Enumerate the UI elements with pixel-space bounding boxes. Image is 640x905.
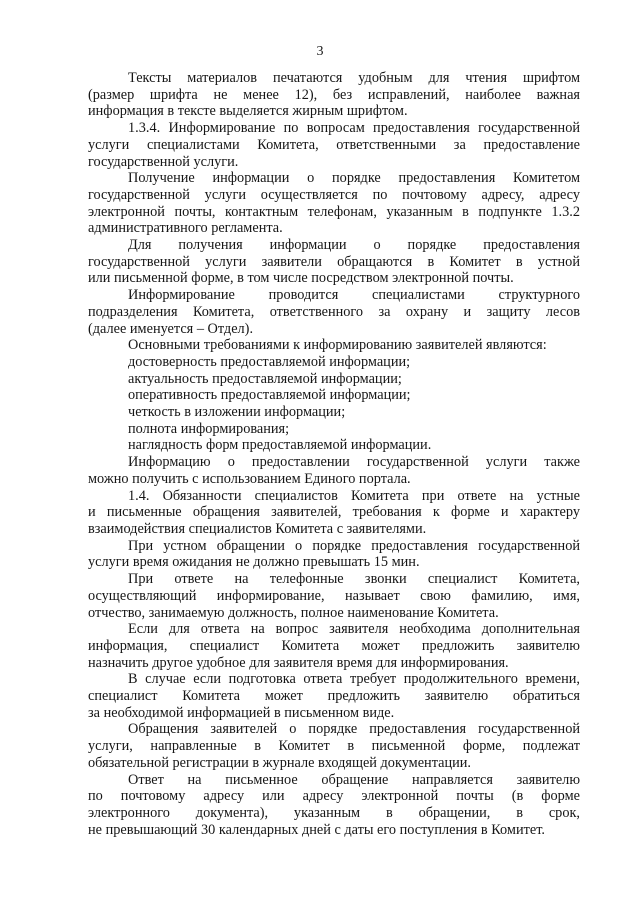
text-line: Если для ответа на вопрос заявителя необходима дополнительная — [128, 621, 580, 638]
text-line: Информирование проводится специалистами структурного — [128, 287, 580, 304]
text-line: четкость в изложении информации; — [128, 404, 346, 421]
text-line: отчество, занимаемую должность, полное наименование Комитета. — [88, 604, 499, 621]
text-line: 1.4. Обязанности специалистов Комитета при ответе на устные — [128, 487, 580, 504]
text-line: осуществляющий информирование, называет свою фамилию, имя, — [88, 587, 580, 604]
text-line: наглядность форм предоставляемой информации. — [128, 437, 432, 454]
text-line: В случае если подготовка ответа требует продолжительного времени, — [128, 671, 580, 688]
text-line: и письменные обращения заявителей, требования к форме и характеру — [88, 504, 580, 521]
text-line: услуги время ожидания не должно превышать 15 мин. — [88, 554, 420, 571]
text-line: специалист Комитета может предложить заявителю обратиться — [88, 688, 580, 705]
text-line: не превышающий 30 календарных дней с даты его поступления в Комитет. — [88, 821, 545, 838]
text-line: достоверность предоставляемой информации; — [128, 353, 411, 370]
text-line: электронного документа), указанным в обращении, в срок, — [88, 804, 580, 821]
text-line: можно получить с использованием Единого портала. — [88, 470, 411, 487]
text-line: При ответе на телефонные звонки специалист Комитета, — [128, 571, 580, 588]
text-line: услуги специалистами Комитета, ответственными за предоставление — [88, 136, 580, 153]
text-line: Обращения заявителей о порядке предоставления государственной — [128, 721, 580, 738]
text-line: электронной почты, контактным телефонам, указанным в подпункте 1.3.2 — [88, 203, 580, 220]
text-line: актуальность предоставляемой информации; — [128, 370, 402, 387]
text-line: государственной услуги заявители обращаются в Комитет в устной — [88, 253, 580, 270]
text-line: Тексты материалов печатаются удобным для чтения шрифтом — [128, 70, 580, 86]
text-line: подразделения Комитета, ответственного за охрану и защиту лесов — [88, 303, 580, 320]
text-line: полнота информирования; — [128, 420, 290, 437]
text-line: (размер шрифта не менее 12), без исправлений, наиболее важная — [88, 86, 580, 103]
text-line: государственной услуги. — [88, 153, 239, 170]
text-line: информация, специалист Комитета может предложить заявителю — [88, 637, 580, 654]
text-line: Для получения информации о порядке предоставления — [128, 237, 580, 254]
text-line: При устном обращении о порядке предоставления государственной — [128, 537, 580, 554]
text-line: информация в тексте выделяется жирным шрифтом. — [88, 103, 408, 120]
text-line: (далее именуется – Отдел). — [88, 320, 254, 337]
text-line: услуги, направленные в Комитет в письменной форме, подлежат — [88, 738, 580, 755]
text-line: оперативность предоставляемой информации; — [128, 387, 411, 404]
text-line: за необходимой информацией в письменном виде. — [88, 704, 395, 721]
text-line: назначить другое удобное для заявителя время для информирования. — [88, 654, 509, 671]
text-line: 1.3.4. Информирование по вопросам предоставления государственной — [128, 120, 580, 137]
text-line: Получение информации о порядке предоставления Комитетом — [128, 170, 580, 187]
text-line: Основными требованиями к информированию заявителей являются: — [128, 337, 547, 354]
text-line: по почтовому адресу или адресу электронной почты (в форме — [88, 788, 580, 805]
text-line: административного регламента. — [88, 220, 283, 237]
page-number: 3 — [316, 44, 324, 59]
text-line: Ответ на письменное обращение направляется заявителю — [128, 771, 580, 788]
document-body — [88, 70, 580, 838]
text-line: обязательной регистрации в журнале входящей документации. — [88, 754, 471, 771]
text-line: взаимодействия специалистов Комитета с заявителями. — [88, 520, 427, 537]
text-line: государственной услуги осуществляется по почтовому адресу, адресу — [88, 186, 580, 203]
text-line: Информацию о предоставлении государственной услуги также — [128, 454, 580, 471]
text-line: или письменной форме, в том числе посредством электронной почты. — [88, 270, 514, 287]
